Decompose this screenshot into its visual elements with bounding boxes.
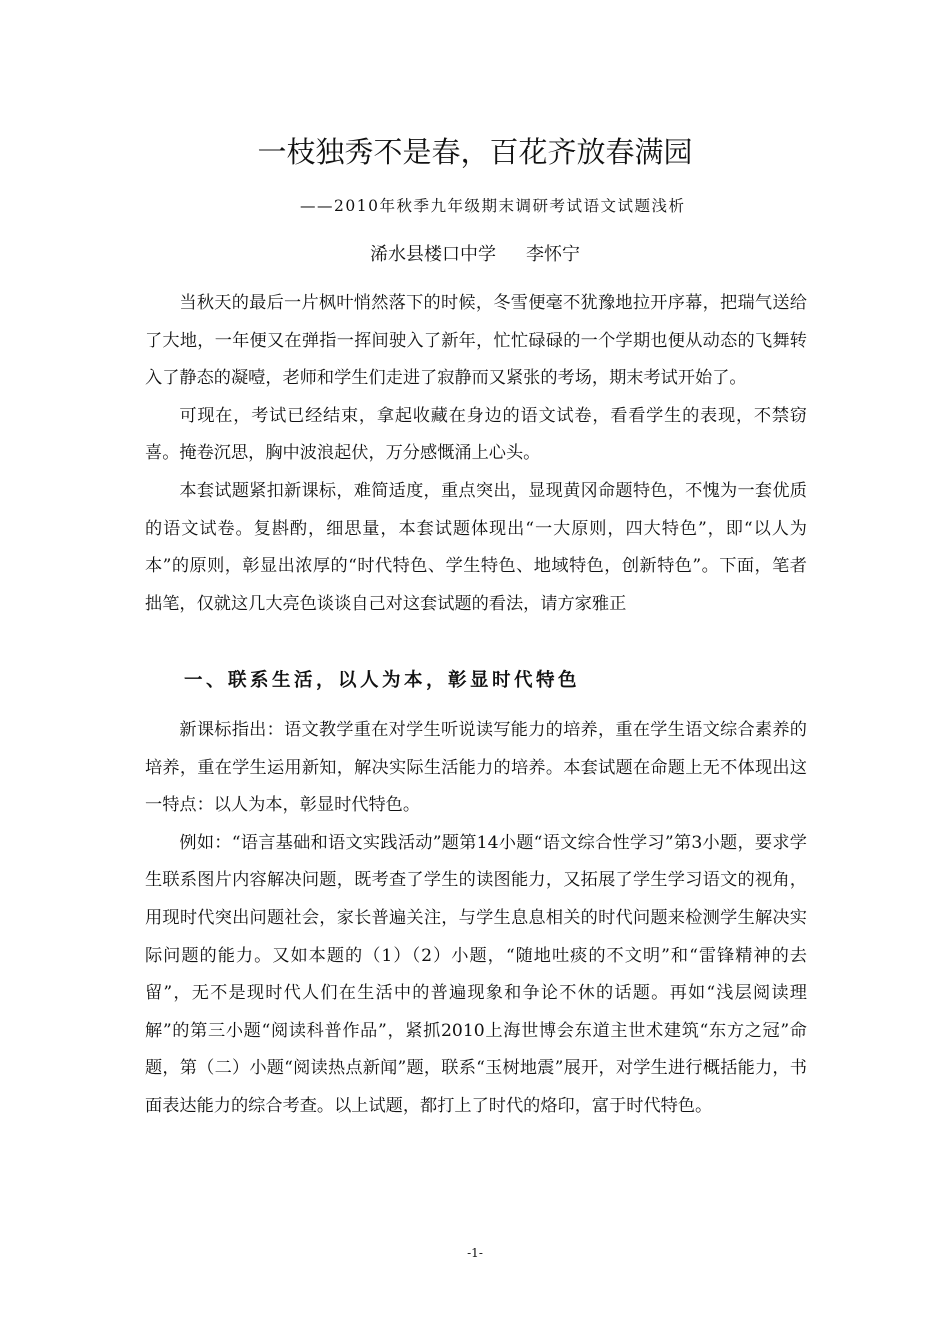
- school-name: 浠水县楼口中学: [370, 244, 496, 265]
- section-one-paragraph-2: 例如：“语言基础和语文实践活动”题第14小题“语文综合性学习”第3小题，要求学生联系图片内容解决问题，既考查了学生的读图能力，又拓展了学生学习语文的视角，用现时代突出问题社会，家长普遍关注，与学生息息相关的时代问题来检测学生解决实际问题的能力。又如本题的（1）（2）小题，“随地吐痰的不文明”和“雷锋精神的去留”，无不是现时代人们在生活中的普遍现象和争论不休的话题。再如“浅层阅读理解”的第三小题“阅读科普作品”，紧抓2010上海世博会东道主世术建筑“东方之冠”命题，第（二）小题“阅读热点新闻”题，联系“玉树地震”展开，对学生进行概括能力，书面表达能力的综合考查。以上试题，都打上了时代的烙印，富于时代特色。: [145, 832, 807, 1116]
- section-one-paragraph-1: 新课标指出：语文教学重在对学生听说读写能力的培养，重在学生语文综合素养的培养，重在学生运用新知，解决实际生活能力的培养。本套试题在命题上无不体现出这一特点：以人为本，彰显时代特色。: [145, 720, 807, 816]
- document-title: 一枝独秀不是春，百花齐放春满园: [257, 135, 693, 169]
- author-line: [0, 242, 950, 268]
- author-name: 李怀宁: [526, 244, 580, 265]
- intro-section: [145, 285, 807, 623]
- document-subtitle: ——2010年秋季九年级期末调研考试语文试题浅析: [300, 197, 686, 215]
- section-one-heading: 一、联系生活，以人为本，彰显时代特色: [184, 670, 581, 691]
- page-number: -1-: [467, 1246, 483, 1260]
- intro-paragraph-1: 当秋天的最后一片枫叶悄然落下的时候，冬雪便毫不犹豫地拉开序幕，把瑞气送给了大地，一年便又在弹指一挥间驶入了新年，忙忙碌碌的一个学期也便从动态的飞舞转入了静态的凝噎，老师和学生们走进了寂静而又紧张的考场，期末考试开始了。: [145, 293, 807, 389]
- intro-paragraph-2: 可现在，考试已经结束，拿起收藏在身边的语文试卷，看看学生的表现，不禁窃喜。掩卷沉思，胸中波浪起伏，万分感慨涌上心头。: [145, 405, 807, 464]
- intro-paragraph-3: 本套试题紧扣新课标，难简适度，重点突出，显现黄冈命题特色，不愧为一套优质的语文试卷。复斟酌，细思量，本套试题体现出“一大原则，四大特色”，即“以人为本”的原则，彰显出浓厚的“时代特色、学生特色、地域特色，创新特色”。下面，笔者拙笔，仅就这几大亮色谈谈自己对这套试题的看法，请方家雅正: [145, 480, 807, 614]
- section-one-body: [145, 712, 807, 1126]
